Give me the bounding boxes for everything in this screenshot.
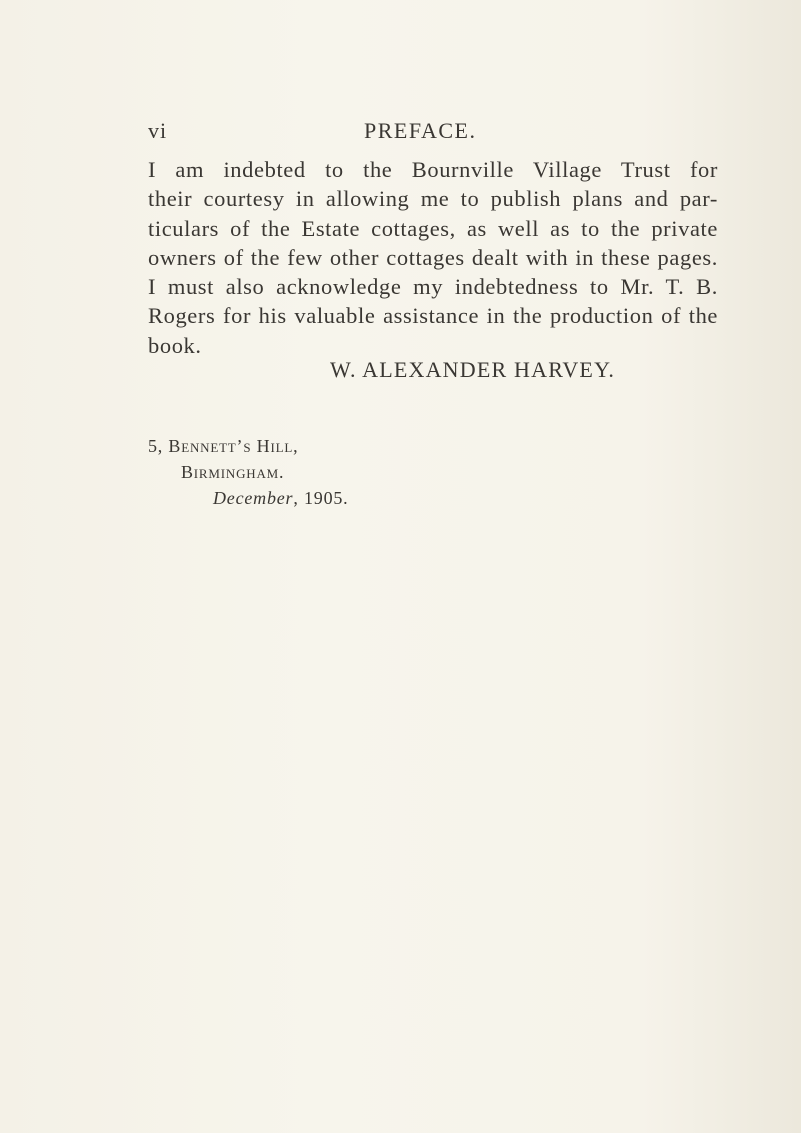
- paragraph-line: their courtesy in allowing me to publish plans and par-: [148, 186, 718, 212]
- date-month: December: [213, 488, 294, 508]
- paragraph-line: owners of the few other cottages dealt with in these pages.: [148, 244, 718, 270]
- running-head: [0, 118, 801, 148]
- address-block: [148, 433, 348, 511]
- author-signature: W. ALEXANDER HARVEY.: [330, 357, 616, 382]
- date-year: , 1905.: [293, 488, 349, 508]
- address-date: [148, 485, 348, 511]
- paragraph-line: book.: [148, 332, 202, 358]
- paragraph-line: ticulars of the Estate cottages, as well as to the private: [148, 215, 718, 241]
- address-street: 5, Bennett’s Hill,: [148, 436, 299, 456]
- paragraph-line: I am indebted to the Bournville Village Trust for: [148, 157, 718, 182]
- preface-paragraph: [148, 155, 718, 360]
- paragraph-line: Rogers for his valuable assistance in the production of the: [148, 303, 718, 329]
- page-number: vi: [148, 118, 168, 143]
- paragraph-line: I must also acknowledge my indebtedness to Mr. T. B.: [148, 274, 718, 300]
- address-city: Birmingham.: [181, 462, 285, 482]
- page-title: PREFACE.: [364, 118, 477, 143]
